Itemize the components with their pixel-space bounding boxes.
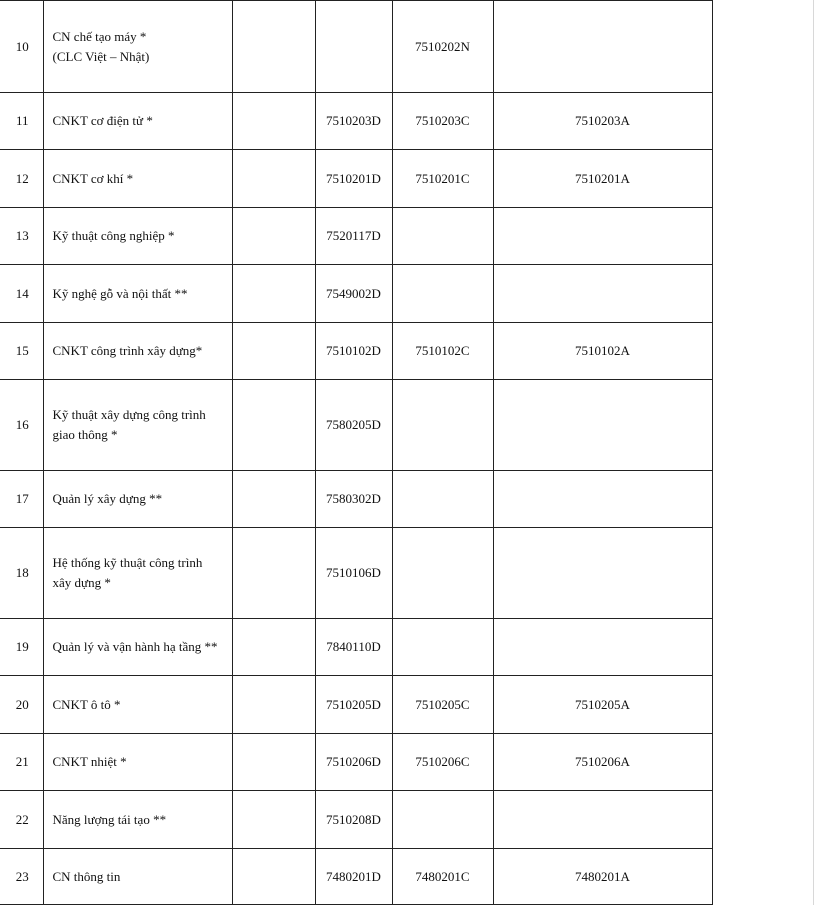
code-d-cell [315, 150, 392, 208]
major-name-cell [43, 150, 232, 208]
code-d-cell-text: 7510205D [326, 696, 381, 712]
major-name-cell [43, 528, 232, 619]
table-row [0, 265, 712, 323]
code-d-cell [315, 208, 392, 265]
empty-cell [232, 208, 315, 265]
row-number-cell [0, 791, 43, 849]
major-name-cell [43, 265, 232, 323]
row-number-cell [0, 676, 43, 734]
major-name-cell [43, 380, 232, 471]
row-number-cell [0, 150, 43, 208]
empty-cell [232, 676, 315, 734]
table-row [0, 208, 712, 265]
major-name-cell-text: CNKT cơ điện tử * [52, 113, 153, 128]
major-name-cell-text: CNKT công trình xây dựng* [52, 343, 203, 358]
code-c-cell-text: 7510201C [415, 170, 470, 186]
row-number-cell-text: 14 [15, 285, 29, 301]
row-number-cell [0, 323, 43, 380]
row-number-cell-text: 10 [15, 38, 29, 54]
code-d-cell-text: 7510201D [326, 170, 381, 186]
table-row [0, 676, 712, 734]
empty-cell [232, 619, 315, 676]
table-row [0, 471, 712, 528]
row-number-cell-text: 13 [15, 228, 29, 243]
code-d-cell-text: 7580205D [326, 417, 381, 432]
table-row [0, 791, 712, 849]
major-name-cell-text: Kỹ nghệ gỗ và nội thất ** [52, 285, 188, 301]
code-d-cell [315, 93, 392, 150]
row-number-cell-text: 22 [15, 811, 29, 827]
code-c-cell [392, 208, 493, 265]
row-number-cell [0, 1, 43, 93]
code-a-cell-text: 7510206A [575, 754, 630, 769]
empty-cell [232, 734, 315, 791]
code-d-cell-text: 7549002D [326, 285, 381, 301]
major-name-cell [43, 849, 232, 905]
row-number-cell-text: 17 [15, 491, 29, 506]
code-a-cell [493, 619, 712, 676]
row-number-cell-text: 12 [15, 170, 29, 186]
empty-cell [232, 93, 315, 150]
row-number-cell-text: 16 [15, 417, 29, 432]
row-number-cell-text: 21 [15, 754, 29, 769]
code-a-cell [493, 528, 712, 619]
code-d-cell [315, 619, 392, 676]
code-d-cell [315, 791, 392, 849]
empty-cell [232, 1, 315, 93]
code-d-cell-text: 7510208D [326, 811, 381, 827]
majors-table-body [0, 1, 712, 905]
code-c-cell [392, 471, 493, 528]
major-name-cell-text: Kỹ thuật xây dựng công trình giao thông * [52, 407, 206, 442]
empty-cell [232, 849, 315, 905]
code-d-cell [315, 676, 392, 734]
code-c-cell [392, 734, 493, 791]
code-c-cell-text: 7510102C [415, 343, 470, 358]
code-d-cell-text: 7510106D [326, 565, 381, 580]
major-name-cell-text: Hệ thống kỹ thuật công trình xây dựng * [52, 555, 203, 590]
code-a-cell-text: 7510205A [575, 696, 630, 712]
row-number-cell-text: 15 [15, 343, 29, 358]
table-row [0, 528, 712, 619]
code-a-cell [493, 1, 712, 93]
table-row [0, 734, 712, 791]
table-row [0, 619, 712, 676]
code-a-cell [493, 150, 712, 208]
code-c-cell [392, 791, 493, 849]
code-c-cell [392, 849, 493, 905]
code-c-cell [392, 528, 493, 619]
code-a-cell [493, 734, 712, 791]
code-a-cell-text: 7510203A [575, 113, 630, 128]
code-c-cell-text: 7480201C [415, 868, 470, 884]
table-row [0, 380, 712, 471]
major-name-cell [43, 208, 232, 265]
code-a-cell [493, 849, 712, 905]
code-d-cell [315, 1, 392, 93]
code-c-cell-text: 7510206C [415, 754, 470, 769]
code-d-cell [315, 323, 392, 380]
major-name-cell [43, 471, 232, 528]
empty-cell [232, 323, 315, 380]
table-row [0, 150, 712, 208]
code-a-cell [493, 93, 712, 150]
code-d-cell-text: 7480201D [326, 868, 381, 884]
code-d-cell [315, 528, 392, 619]
code-a-cell-text: 7510102A [575, 343, 630, 358]
major-name-cell-text: Kỹ thuật công nghiệp * [52, 228, 175, 243]
code-d-cell-text: 7520117D [326, 228, 381, 243]
row-number-cell-text: 20 [15, 696, 29, 712]
code-c-cell [392, 380, 493, 471]
row-number-cell [0, 208, 43, 265]
empty-cell [232, 471, 315, 528]
code-c-cell [392, 619, 493, 676]
code-a-cell [493, 208, 712, 265]
major-name-cell-text: CNKT nhiệt * [52, 754, 127, 769]
code-d-cell [315, 265, 392, 323]
code-c-cell-text: 7510203C [415, 113, 470, 128]
major-name-cell-text: Quản lý xây dựng ** [52, 491, 163, 506]
row-number-cell [0, 619, 43, 676]
code-d-cell [315, 471, 392, 528]
row-number-cell-text: 11 [15, 113, 29, 128]
table-row [0, 323, 712, 380]
code-c-cell [392, 323, 493, 380]
code-c-cell [392, 1, 493, 93]
code-d-cell-text: 7840110D [326, 639, 381, 654]
row-number-cell [0, 93, 43, 150]
major-name-cell [43, 676, 232, 734]
code-a-cell-text: 7480201A [575, 868, 630, 884]
table-row [0, 93, 712, 150]
row-number-cell [0, 528, 43, 619]
major-name-cell [43, 734, 232, 791]
major-name-cell [43, 619, 232, 676]
code-a-cell-text: 7510201A [575, 170, 630, 186]
code-d-cell-text: 7510203D [326, 113, 381, 128]
major-name-cell [43, 93, 232, 150]
major-name-cell [43, 791, 232, 849]
row-number-cell-text: 19 [15, 639, 29, 654]
code-d-cell [315, 849, 392, 905]
row-number-cell-text: 23 [15, 868, 29, 884]
row-number-cell [0, 849, 43, 905]
major-name-cell-text: Quản lý và vận hành hạ tầng ** [52, 639, 218, 654]
empty-cell [232, 380, 315, 471]
code-c-cell-text: 7510205C [415, 696, 470, 712]
row-number-cell [0, 380, 43, 471]
major-name-cell-text: CNKT ô tô * [52, 696, 121, 712]
code-a-cell [493, 380, 712, 471]
code-a-cell [493, 791, 712, 849]
code-c-cell [392, 676, 493, 734]
row-number-cell [0, 265, 43, 323]
table-row [0, 1, 712, 93]
empty-cell [232, 791, 315, 849]
empty-cell [232, 265, 315, 323]
code-a-cell [493, 323, 712, 380]
empty-cell [232, 150, 315, 208]
code-c-cell [392, 265, 493, 323]
major-name-cell [43, 323, 232, 380]
row-number-cell [0, 734, 43, 791]
row-number-cell-text: 18 [15, 565, 29, 580]
code-c-cell-text: 7510202N [415, 38, 470, 54]
code-d-cell-text: 7510206D [326, 754, 381, 769]
row-number-cell [0, 471, 43, 528]
code-d-cell-text: 7510102D [326, 343, 381, 358]
major-name-cell [43, 1, 232, 93]
code-d-cell [315, 734, 392, 791]
page-right-border [813, 0, 814, 905]
major-name-cell-text: CN chế tạo máy * (CLC Việt – Nhật) [52, 28, 150, 64]
code-a-cell [493, 471, 712, 528]
code-a-cell [493, 265, 712, 323]
major-name-cell-text: CNKT cơ khí * [52, 170, 134, 186]
major-name-cell-text: CN thông tin [52, 868, 121, 884]
code-c-cell [392, 93, 493, 150]
empty-cell [232, 528, 315, 619]
table-row [0, 849, 712, 905]
code-d-cell [315, 380, 392, 471]
code-c-cell [392, 150, 493, 208]
code-d-cell-text: 7580302D [326, 491, 381, 506]
code-a-cell [493, 676, 712, 734]
major-name-cell-text: Năng lượng tái tạo ** [52, 811, 167, 827]
